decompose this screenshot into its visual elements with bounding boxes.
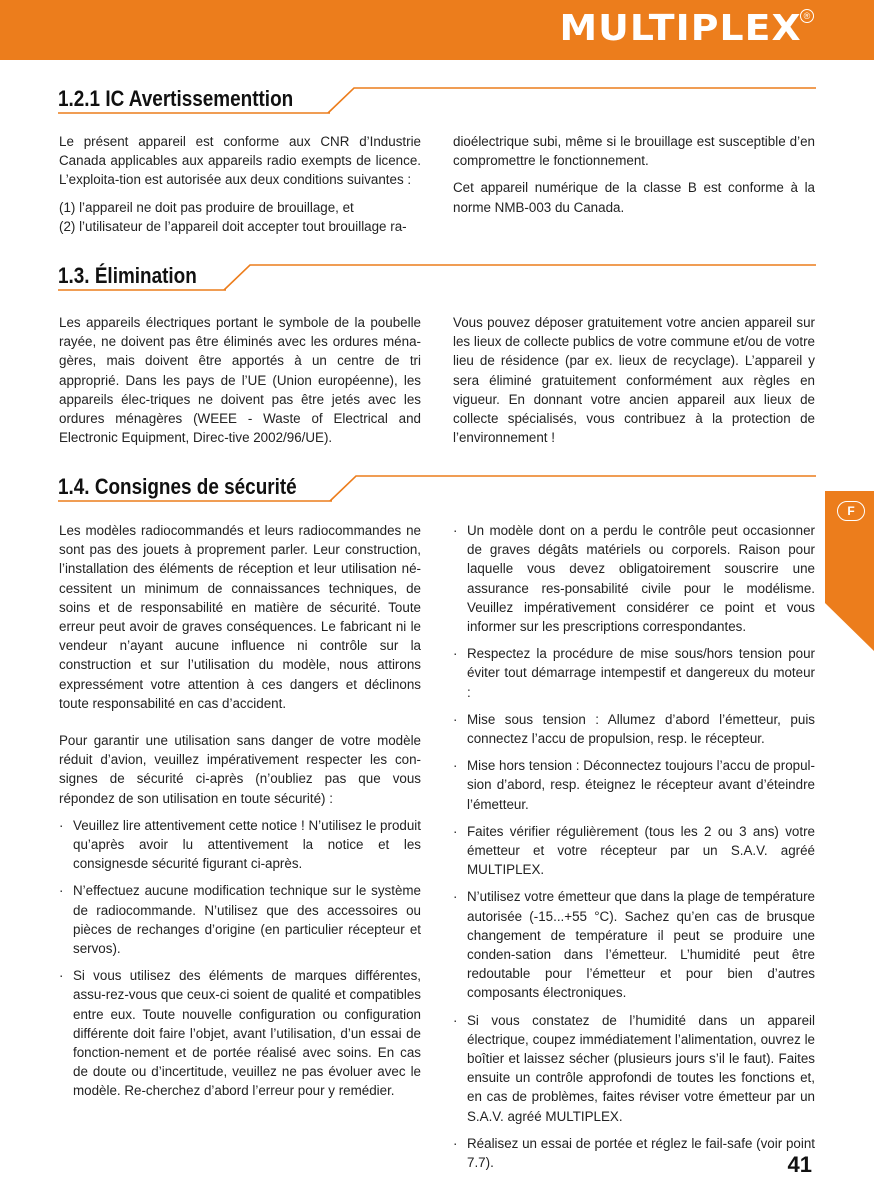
safety-bullet: · Mise hors tension : Déconnectez toujours l’accu de propul-sion d’abord, resp. éteignez le récepteur avant d’éteindre l’émetteur. (453, 756, 815, 814)
ic-right-column (453, 132, 815, 225)
elimination-paragraph-left: Les appareils électriques portant le symbole de la poubelle rayée, ne doivent pas être éliminés avec les ordures ména-gères, mais doivent être apportés à un centre de tri approprié. Dans les pays de l’UE (Union européenne), les appareils élec-triques ne doivent pas être jetés avec les ordures ménagères (WEEE - Waste of Electrical and Electronic Equipment, Direc-tive 2002/96/UE). (59, 315, 421, 446)
ic-class-b-note: Cet appareil numérique de la classe B est conforme à la norme NMB-003 du Canada. (453, 180, 815, 215)
page-number: 41 (787, 1152, 812, 1177)
heading-rule (58, 263, 818, 295)
ic-paragraph: Le présent appareil est conforme aux CNR d’Industrie Canada applicables aux appareils radio exempts de licence. L’exploita-tion est autorisée aux deux conditions suivantes : (59, 134, 421, 188)
safety-bullet: · N’effectuez aucune modification technique sur le système de radiocommande. N’utilisez que des accessoires ou pièces de rechanges d’origine (en particulier récepteur et servos). (59, 881, 421, 958)
language-badge: F (837, 501, 865, 521)
safety-bullet: · Réalisez un essai de portée et réglez le fail-safe (voir point 7.7). (453, 1134, 815, 1172)
section-heading-ic: 1.2.1 IC Avertissementtion (58, 86, 294, 111)
heading-rule (58, 474, 818, 506)
safety-left-column (59, 521, 421, 1109)
safety-intro-paragraph: Les modèles radiocommandés et leurs radiocommandes ne sont pas des jouets à proprement parler. Leur construction, l’installation des éléments de réception et leur utilisation né-cessitent un minimum de connaissances techniques, de soins et de responsabilité en matière de sécurité. Toute erreur peut avoir de graves conséquences. Le fabricant ni le vendeur n’ayant aucune influence ni contrôle sur la construction et sur l’utilisation du modèle, nous attirons expressément votre attention à ces dangers et déclinons toute responsabilité en cas d’accident. (59, 523, 421, 711)
safety-bullet: · Respectez la procédure de mise sous/hors tension pour éviter tout démarrage intempestif et dangereux du moteur : (453, 644, 815, 702)
elimination-paragraph-right: Vous pouvez déposer gratuitement votre ancien appareil sur les lieux de collecte publics de votre commune et/ou de votre lieu de résidence (par ex. lieux de recyclage). L’appareil y sera éliminé gratuitement conformément aux règles en vigueur. En donnant votre ancien appareil aux lieux de collecte spécialisés, vous contribuez à la protection de l’environnement ! (453, 315, 815, 446)
safety-bullet: · Un modèle dont on a perdu le contrôle peut occasionner de graves dégâts matériels ou corporels. Raison pour laquelle vous devez obligatoirement souscrire une assurance res-ponsabilité civile pour le modélisme. Veuillez impérativement considérer ce point et vous informer sur les prescriptions correspondantes. (453, 521, 815, 636)
registered-mark: ® (800, 9, 814, 23)
safety-right-column (453, 521, 815, 1180)
safety-bullet: · Si vous utilisez des éléments de marques différentes, assu-rez-vous que ceux-ci soient de qualité et compatibles entre eux. Toute nouvelle configuration ou configuration différente doit faire l’objet, avant l’utilisation, d’un essai de fonction-nement et de portée réalisé avec soins. En cas de doute ou d’incertitude, veuillez ne pas évoluer avec le modèle. Re-cherchez d’abord l’erreur pour y remédier. (59, 966, 421, 1100)
elimination-left-column (59, 313, 421, 455)
multiplex-logo: MULTIPLEX (559, 8, 802, 49)
ic-paragraph-cont: dioélectrique subi, même si le brouillage est susceptible d’en compromettre le fonctionnement. (453, 134, 815, 169)
ic-condition-2: (2) l’utilisateur de l’appareil doit accepter tout brouillage ra- (59, 218, 407, 234)
heading-rule (58, 86, 818, 118)
safety-bullet: · N’utilisez votre émetteur que dans la plage de température autorisée (-15...+55 °C). Sachez qu’en cas de brusque changement de température il peut se produire une conden-sation dans l’émetteur. L’humidité peut être redoutable pour l’émetteur et pour bien d’autres composants électroniques. (453, 887, 815, 1002)
ic-condition-1: (1) l’appareil ne doit pas produire de brouillage, et (59, 199, 354, 215)
safety-bullet: · Si vous constatez de l’humidité dans un appareil électrique, coupez immédiatement l’alimentation, ouvrez le boîtier et laissez sécher (plusieurs jours s’il le faut). Faites ensuite un contrôle approfondi de toutes les fonctions et, en cas de problèmes, faites réviser votre émetteur par un S.A.V. agréé MULTIPLEX. (453, 1011, 815, 1126)
section-heading-safety: 1.4. Consignes de sécurité (58, 474, 297, 499)
elimination-right-column (453, 313, 815, 455)
safety-bullet: · Faites vérifier régulièrement (tous les 2 ou 3 ans) votre émetteur et votre récepteur par un S.A.V. agréé MULTIPLEX. (453, 822, 815, 880)
safety-bullet: · Veuillez lire attentivement cette notice ! N’utilisez le produit qu’après avoir lu attentivement la notice et les consignesde sécurité figurant ci-après. (59, 816, 421, 874)
section-heading-elimination: 1.3. Élimination (58, 263, 197, 288)
ic-left-column (59, 132, 421, 244)
safety-instructions-paragraph: Pour garantir une utilisation sans danger de votre modèle réduit d’avion, veuillez impérativement respecter les con-signes de sécurité ci-après (n’oubliez pas que vous répondez de son utilisation en toute sécurité) : (59, 733, 421, 806)
safety-bullet: · Mise sous tension : Allumez d’abord l’émetteur, puis connectez l’accu de propulsion, resp. le récepteur. (453, 710, 815, 748)
